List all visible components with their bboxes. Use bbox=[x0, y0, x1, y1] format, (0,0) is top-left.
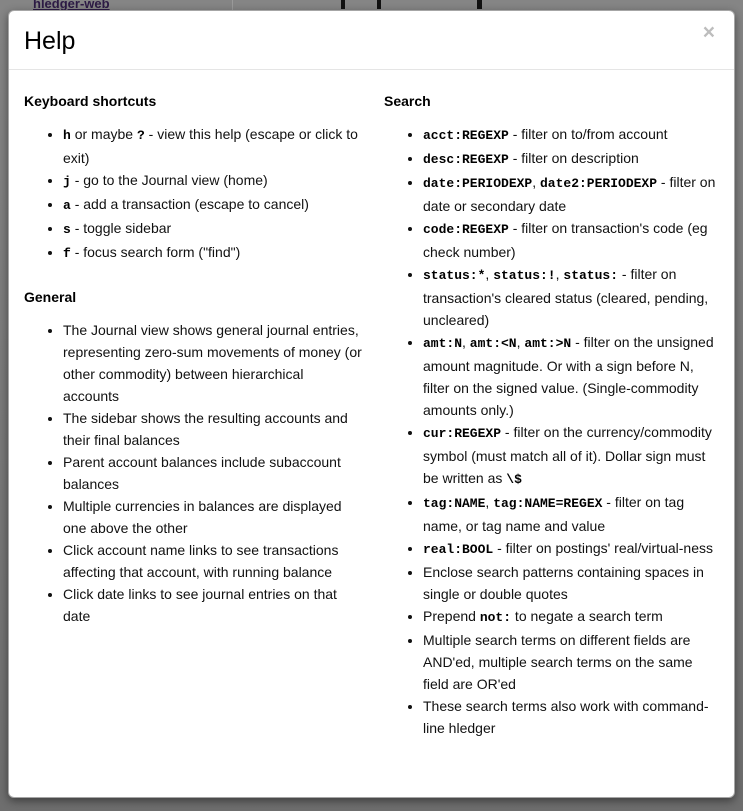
text-segment: - filter on transaction's cleared status (cleared, pending, uncleared) bbox=[423, 265, 709, 328]
obscured-heading-fragment bbox=[477, 0, 482, 9]
text-segment: to negate a search term bbox=[511, 607, 663, 624]
code-term: status:! bbox=[493, 267, 556, 283]
list-item bbox=[423, 629, 719, 695]
list-item bbox=[63, 539, 362, 583]
background-panel-divider bbox=[232, 0, 233, 10]
code-term: date:PERIODEXP bbox=[423, 175, 533, 191]
text-segment: - go to the Journal view (home) bbox=[70, 171, 268, 188]
text-segment: Click date links to see journal entries on that date bbox=[63, 585, 337, 624]
text-segment: - toggle sidebar bbox=[70, 219, 172, 236]
text-segment: Enclose search patterns containing spaces in single or double quotes bbox=[423, 563, 704, 602]
text-segment: The sidebar shows the resulting accounts and their final balances bbox=[63, 409, 348, 448]
code-term: acct:REGEXP bbox=[423, 127, 509, 143]
code-term: date2:PERIODEXP bbox=[540, 175, 658, 191]
text-segment: , bbox=[516, 333, 525, 350]
list-item bbox=[423, 147, 719, 171]
list-item bbox=[63, 495, 362, 539]
text-segment: - filter on the currency/commodity symbol (must match all of it). Dollar sign must be written as bbox=[423, 423, 712, 486]
code-term: ? bbox=[136, 127, 145, 143]
text-segment: , bbox=[485, 493, 494, 510]
list-item bbox=[423, 171, 719, 217]
list-item bbox=[63, 193, 362, 217]
code-term: amt:>N bbox=[524, 335, 572, 351]
list-item bbox=[423, 491, 719, 537]
text-segment: Parent account balances include subaccount balances bbox=[63, 453, 341, 492]
list-item bbox=[63, 241, 362, 265]
code-term: amt:N bbox=[423, 335, 463, 351]
list-item bbox=[63, 407, 362, 451]
text-segment: - filter on to/from account bbox=[508, 125, 668, 142]
dialog-body bbox=[9, 70, 734, 754]
code-term: status:* bbox=[423, 267, 486, 283]
text-segment: - filter on description bbox=[508, 149, 639, 166]
code-term: not: bbox=[479, 609, 512, 625]
text-segment: , bbox=[532, 173, 540, 190]
code-term: f bbox=[63, 245, 71, 261]
code-term: s bbox=[63, 221, 71, 237]
left-column bbox=[24, 70, 372, 739]
keyboard-shortcuts-list bbox=[24, 123, 362, 265]
list-item bbox=[63, 123, 362, 169]
code-term: \$ bbox=[506, 471, 522, 487]
list-item bbox=[63, 451, 362, 495]
section-heading-keyboard-shortcuts: Keyboard shortcuts bbox=[24, 92, 157, 109]
help-dialog bbox=[8, 10, 735, 798]
text-segment: , bbox=[462, 333, 470, 350]
text-segment: - add a transaction (escape to cancel) bbox=[70, 195, 309, 212]
list-item bbox=[423, 537, 719, 561]
close-icon[interactable]: × bbox=[697, 21, 721, 44]
code-term: real:BOOL bbox=[423, 541, 494, 557]
right-column bbox=[372, 70, 719, 739]
list-item bbox=[423, 331, 719, 421]
section-heading-general: General bbox=[24, 288, 77, 305]
text-segment: - filter on the unsigned amount magnitude. Or with a sign before N, filter on the signed value. (Single-commodity amounts only.) bbox=[423, 333, 714, 418]
list-item bbox=[63, 583, 362, 627]
code-term: h bbox=[63, 127, 71, 143]
list-item bbox=[423, 217, 719, 263]
text-segment: These search terms also work with command-line hledger bbox=[423, 697, 709, 736]
brand-link: hledger-web bbox=[33, 0, 110, 10]
list-item bbox=[63, 319, 362, 407]
text-segment: Multiple currencies in balances are displayed one above the other bbox=[63, 497, 342, 536]
code-term: status: bbox=[563, 267, 619, 283]
text-segment: Prepend bbox=[423, 607, 480, 624]
obscured-heading-fragment bbox=[377, 0, 381, 9]
text-segment: - filter on transaction's code (eg check number) bbox=[423, 219, 708, 260]
code-term: cur:REGEXP bbox=[423, 425, 502, 441]
code-term: desc:REGEXP bbox=[423, 151, 509, 167]
page-background-strip bbox=[0, 0, 743, 10]
text-segment: or maybe bbox=[70, 125, 137, 142]
code-term: j bbox=[63, 173, 71, 189]
text-segment: The Journal view shows general journal entries, representing zero-sum movements of money (or other commodity) between hierarchical accounts bbox=[63, 321, 362, 404]
text-segment: , bbox=[485, 265, 494, 282]
code-term: code:REGEXP bbox=[423, 221, 509, 237]
list-item bbox=[423, 605, 719, 629]
list-item bbox=[423, 695, 719, 739]
list-item bbox=[423, 123, 719, 147]
general-list bbox=[24, 319, 362, 627]
text-segment: Multiple search terms on different fields are AND'ed, multiple search terms on the same field are OR'ed bbox=[423, 631, 693, 692]
text-segment: - filter on tag name, or tag name and value bbox=[423, 493, 685, 534]
list-item bbox=[423, 561, 719, 605]
obscured-heading-fragment bbox=[341, 0, 345, 9]
code-term: a bbox=[63, 197, 71, 213]
code-term: amt:<N bbox=[469, 335, 517, 351]
search-list bbox=[384, 123, 719, 739]
text-segment: - view this help (escape or click to exit) bbox=[63, 125, 358, 166]
list-item bbox=[63, 217, 362, 241]
section-heading-search: Search bbox=[384, 92, 431, 109]
text-segment: Click account name links to see transactions affecting that account, with running balance bbox=[63, 541, 339, 580]
text-segment: - filter on postings' real/virtual-ness bbox=[493, 539, 713, 556]
list-item bbox=[63, 169, 362, 193]
text-segment: - filter on date or secondary date bbox=[423, 173, 716, 214]
code-term: tag:NAME bbox=[423, 495, 486, 511]
dialog-title: Help bbox=[24, 27, 76, 55]
text-segment: - focus search form ("find") bbox=[70, 243, 241, 260]
list-item bbox=[423, 263, 719, 331]
code-term: tag:NAME=REGEX bbox=[493, 495, 603, 511]
list-item bbox=[423, 421, 719, 491]
text-segment: , bbox=[555, 265, 564, 282]
dialog-header bbox=[9, 11, 734, 70]
